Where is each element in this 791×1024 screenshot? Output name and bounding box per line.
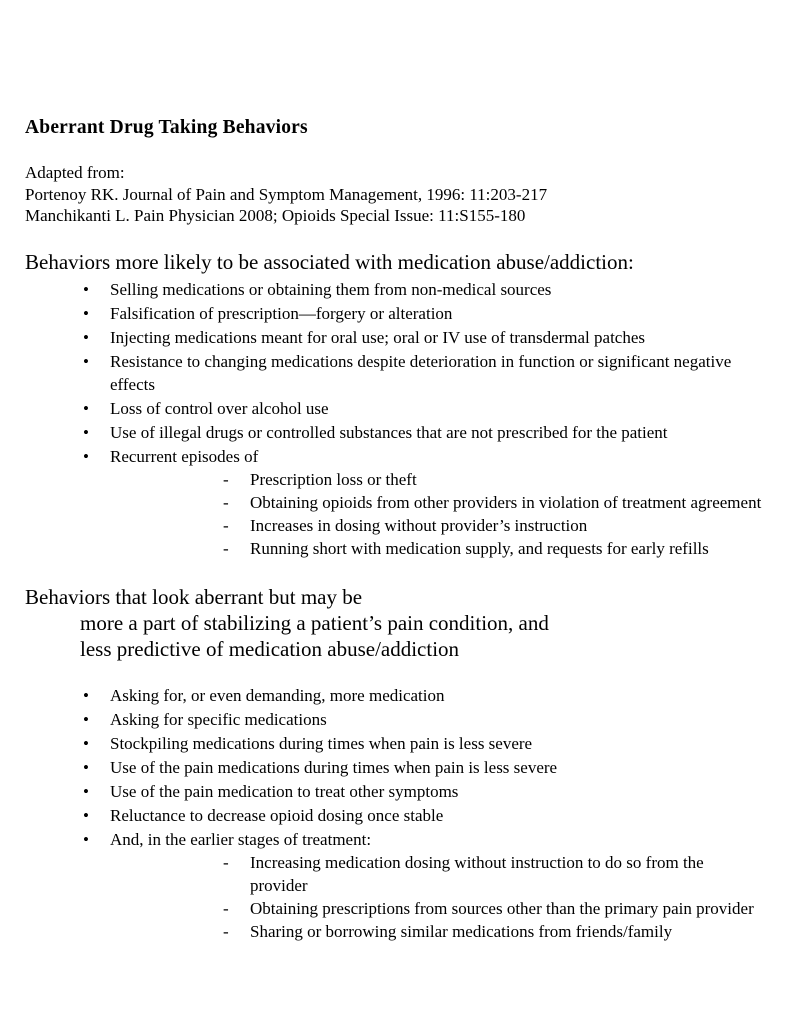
list-item (25, 684, 765, 707)
bullet-icon: • (83, 805, 89, 825)
bullet-icon: • (83, 733, 89, 753)
sub-list-item (110, 920, 765, 943)
dash-icon: - (223, 921, 229, 941)
list-item-text: Use of the pain medication to treat other symptoms (110, 781, 459, 801)
sub-list-item (110, 514, 765, 537)
bullet-icon: • (83, 279, 89, 299)
dash-icon: - (223, 852, 229, 872)
document-body (25, 116, 765, 944)
list-item-text: Injecting medications meant for oral use; oral or IV use of transdermal patches (110, 327, 646, 347)
bullet-icon: • (83, 327, 89, 347)
section-abuse-addiction (25, 249, 765, 560)
list-item (25, 780, 765, 803)
list-item-text: Stockpiling medications during times when pain is less severe (110, 733, 533, 753)
adapted-from-label: Adapted from: (25, 163, 125, 183)
list-item (25, 732, 765, 755)
dash-icon: - (223, 898, 229, 918)
list-item-text: Selling medications or obtaining them from non-medical sources (110, 279, 552, 299)
bullet-icon: • (83, 303, 89, 323)
sub-list-item (110, 851, 765, 897)
list-item (25, 278, 765, 301)
list-item (25, 445, 765, 560)
list-item (25, 421, 765, 444)
bullet-icon: • (83, 781, 89, 801)
page-title: Aberrant Drug Taking Behaviors (25, 117, 308, 138)
bullet-icon: • (83, 829, 89, 849)
credit-source: Portenoy RK. Journal of Pain and Symptom Management, 1996: 11:203-217 (25, 184, 548, 204)
list-item-text: Loss of control over alcohol use (110, 398, 329, 418)
sub-list-item-text: Running short with medication supply, and requests for early refills (250, 538, 709, 558)
dash-icon: - (223, 469, 229, 489)
list-item-text: Asking for, or even demanding, more medication (110, 685, 445, 705)
bullet-icon: • (83, 351, 89, 371)
list-item (25, 326, 765, 349)
sub-list-item-text: Increases in dosing without provider’s instruction (250, 515, 588, 535)
list-item-text: Falsification of prescription—forgery or alteration (110, 303, 453, 323)
section-look-aberrant (25, 584, 765, 943)
sub-list (110, 851, 765, 943)
dash-icon: - (223, 515, 229, 535)
section-heading (25, 584, 765, 662)
sub-list-item-text: Sharing or borrowing similar medications from friends/family (250, 921, 673, 941)
bullet-icon: • (83, 709, 89, 729)
section-heading-line: less predictive of medication abuse/addiction (80, 636, 460, 661)
credit-source: Manchikanti L. Pain Physician 2008; Opioids Special Issue: 11:S155-180 (25, 206, 526, 226)
list-item (25, 350, 765, 396)
sub-list-item (110, 491, 765, 514)
sub-list-item (110, 468, 765, 491)
list-item (25, 828, 765, 943)
sub-list-item-text: Prescription loss or theft (250, 469, 417, 489)
section-heading-line: Behaviors more likely to be associated with medication abuse/addiction: (25, 249, 634, 274)
sub-list-item (110, 537, 765, 560)
list-item-text: Resistance to changing medications despite deterioration in function or significant negative effects (110, 351, 732, 394)
list-item-text: And, in the earlier stages of treatment: (110, 829, 372, 849)
section-heading (25, 249, 765, 275)
bullet-icon: • (83, 446, 89, 466)
list-item (25, 804, 765, 827)
list-item-text: Use of the pain medications during times when pain is less severe (110, 757, 558, 777)
list-item-text: Asking for specific medications (110, 709, 327, 729)
bullet-list (25, 684, 765, 943)
list-item-text: Reluctance to decrease opioid dosing once stable (110, 805, 444, 825)
list-item (25, 302, 765, 325)
sub-list-item-text: Increasing medication dosing without instruction to do so from the provider (250, 852, 704, 895)
section-heading-line: Behaviors that look aberrant but may be (25, 584, 363, 609)
section-heading-line: more a part of stabilizing a patient’s pain condition, and (80, 610, 549, 635)
bullet-icon: • (83, 757, 89, 777)
sub-list-item-text: Obtaining opioids from other providers in violation of treatment agreement (250, 492, 762, 512)
bullet-list (25, 278, 765, 560)
bullet-icon: • (83, 422, 89, 442)
dash-icon: - (223, 538, 229, 558)
sub-list (110, 468, 765, 560)
credits-block (25, 162, 765, 227)
list-item-text: Use of illegal drugs or controlled substances that are not prescribed for the patient (110, 422, 668, 442)
list-item (25, 756, 765, 779)
list-item (25, 708, 765, 731)
list-item (25, 397, 765, 420)
dash-icon: - (223, 492, 229, 512)
sub-list-item-text: Obtaining prescriptions from sources other than the primary pain provider (250, 898, 754, 918)
sub-list-item (110, 897, 765, 920)
list-item-text: Recurrent episodes of (110, 446, 259, 466)
bullet-icon: • (83, 685, 89, 705)
bullet-icon: • (83, 398, 89, 418)
